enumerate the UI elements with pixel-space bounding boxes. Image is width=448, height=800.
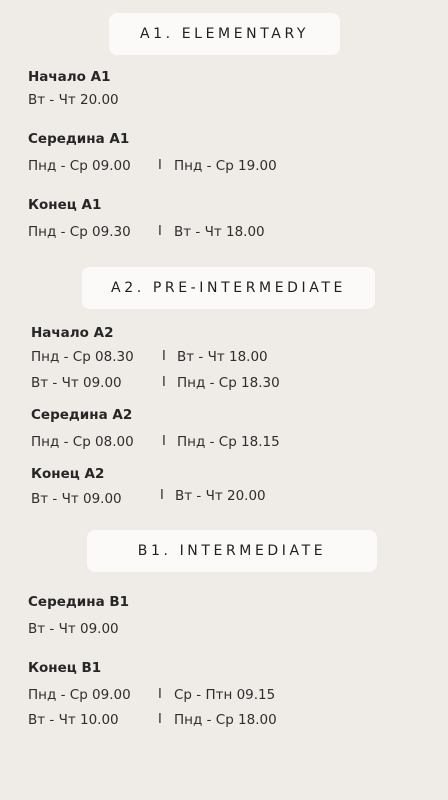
b1-end-time-1: Пнд - Ср 09.00 [28, 687, 131, 703]
b1-middle-time-1: Вт - Чт 09.00 [28, 621, 119, 637]
a2-start-time-2: Вт - Чт 18.00 [177, 349, 268, 365]
section-title-a2: A2. PRE-INTERMEDIATE [111, 280, 346, 296]
b1-end-time-2: Ср - Птн 09.15 [174, 687, 276, 703]
a1-end-time-2: Вт - Чт 18.00 [174, 224, 265, 240]
a2-start-time-1: Пнд - Ср 08.30 [31, 349, 134, 365]
a1-end-label: Конец А1 [28, 197, 102, 213]
a1-start-time-1: Вт - Чт 20.00 [28, 92, 119, 108]
section-header-b1 [87, 530, 377, 572]
separator: I [158, 158, 162, 173]
a2-start-time-4: Пнд - Ср 18.30 [177, 375, 280, 391]
a2-end-time-2: Вт - Чт 20.00 [175, 488, 266, 504]
a2-middle-label: Середина А2 [31, 407, 133, 423]
b1-end-label: Конец В1 [28, 660, 102, 676]
a1-middle-time-1: Пнд - Ср 09.00 [28, 158, 131, 174]
a2-end-time-1: Вт - Чт 09.00 [31, 491, 122, 507]
b1-end-time-4: Пнд - Ср 18.00 [174, 712, 277, 728]
b1-end-time-3: Вт - Чт 10.00 [28, 712, 119, 728]
section-title-a1: A1. ELEMENTARY [139, 26, 310, 42]
a1-middle-time-2: Пнд - Ср 19.00 [174, 158, 277, 174]
a2-start-time-3: Вт - Чт 09.00 [31, 375, 122, 391]
section-title-b1: B1. INTERMEDIATE [137, 543, 327, 559]
section-header-a2 [82, 267, 375, 309]
separator: I [158, 687, 162, 702]
separator: I [160, 488, 164, 503]
a2-middle-time-2: Пнд - Ср 18.15 [177, 434, 280, 450]
b1-middle-label: Середина В1 [28, 594, 130, 610]
separator: I [158, 712, 162, 727]
a2-middle-time-1: Пнд - Ср 08.00 [31, 434, 134, 450]
a1-end-time-1: Пнд - Ср 09.30 [28, 224, 131, 240]
a1-start-label: Начало А1 [28, 69, 111, 85]
separator: I [162, 349, 166, 364]
separator: I [158, 224, 162, 239]
a2-start-label: Начало А2 [31, 325, 114, 341]
separator: I [162, 434, 166, 449]
section-header-a1 [109, 13, 340, 55]
a2-end-label: Конец А2 [31, 466, 105, 482]
separator: I [162, 375, 166, 390]
a1-middle-label: Середина А1 [28, 131, 130, 147]
